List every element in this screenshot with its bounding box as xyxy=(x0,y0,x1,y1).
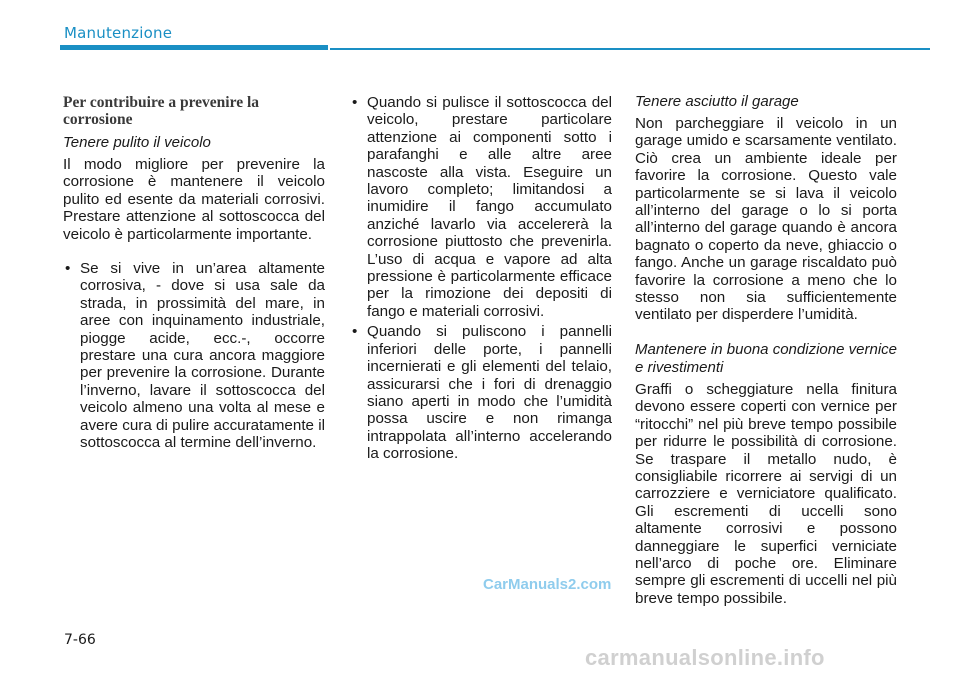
bullet-list-middle xyxy=(350,94,612,463)
watermark-center: CarManuals2.com xyxy=(483,576,612,593)
header-rule-thin xyxy=(330,48,930,50)
subheading-dry-garage: Tenere asciutto il garage xyxy=(635,93,799,110)
bullet-icon: • xyxy=(352,94,358,111)
page-number: 7-66 xyxy=(64,632,96,648)
paragraph-dry-garage: Non parcheggiare il veicolo in un garage umido e scarsamente ventilato. Ciò crea un ambiente ideale per favorire la corrosione. Questo vale particolarmente se si lava il veicolo all’interno del garage o lo si porta all’interno del garage quando è ancora bagnato o coperto da neve, ghiaccio o fango. Anche un garage riscaldato può favorire la corrosione a meno che lo stesso non sia sufficientemente ventilato per disperdere l’umidità. xyxy=(635,115,897,324)
list-item: • Quando si pulisce il sottoscocca del veicolo, prestare particolare attenzione ai componenti sotto i parafanghi e alle altre aree nascoste alla vista. Eseguire un lavoro completo; limitandosi a inumidire il fango accumulato anziché lavarlo via accelererà la corrosione piuttosto che prevenirla. L’uso di acqua e vapore ad alta pressione è particolarmente efficace per la rimozione dei depositi di fango e materiali corrosivi. xyxy=(352,94,612,320)
column-right xyxy=(635,93,897,607)
header-rule-thick xyxy=(60,45,328,50)
bullet-icon: • xyxy=(352,323,358,341)
paragraph-clean-vehicle: Il modo migliore per prevenire la corrosione è mantenere il veicolo pulito ed esente da materiali corrosivi. Prestare attenzione al sottoscocca del veicolo è particolarmente importante. xyxy=(63,156,325,243)
subheading-clean-vehicle: Tenere pulito il veicolo xyxy=(63,134,211,151)
column-middle xyxy=(350,94,612,466)
section-heading: Per contribuire a prevenire la corrosione xyxy=(63,94,260,128)
bullet-icon: • xyxy=(65,260,71,278)
column-left xyxy=(63,94,325,455)
paragraph-paint-condition: Graffi o scheggiature nella finitura devono essere coperti con vernice per “ritocchi” nel più breve tempo possibile per ridurre le possibilità di corrosione. Se traspare il metallo nudo, è consigliabile ricorrere ai servigi di un carrozziere e verniciatore qualificato. Gli escrementi di uccelli sono altamente corrosivi e possono danneggiare le superfici verniciate nell’arco di poche ore. Eliminare sempre gli escrementi di uccelli nel più breve tempo possibile. xyxy=(635,380,897,607)
bullet-list-left xyxy=(63,260,325,451)
subheading-paint-condition: Mantenere in buona condizione vernice e rivestimenti xyxy=(635,340,897,376)
list-item: • Quando si puliscono i pannelli inferiori delle porte, i pannelli incernierati e gli elementi del telaio, assicurarsi che i fori di drenaggio siano aperti in modo che l’umidità possa uscire e non rimanga intrappolata all’interno accelerando la corrosione. xyxy=(352,323,612,463)
watermark-corner: carmanualsonline.info xyxy=(585,645,825,670)
section-title: Manutenzione xyxy=(64,24,173,42)
list-item: • Se si vive in un’area altamente corrosiva, - dove si usa sale da strada, in prossimità del mare, in aree con inquinamento industriale, piogge acide, ecc.-, occorre prestare una cura ancora maggiore per prevenire la corrosione. Durante l’inverno, lavare il sottoscocca del veicolo almeno una volta al mese e avere cura di pulire accuratamente il sottoscocca al termine dell’inverno. xyxy=(65,260,325,452)
